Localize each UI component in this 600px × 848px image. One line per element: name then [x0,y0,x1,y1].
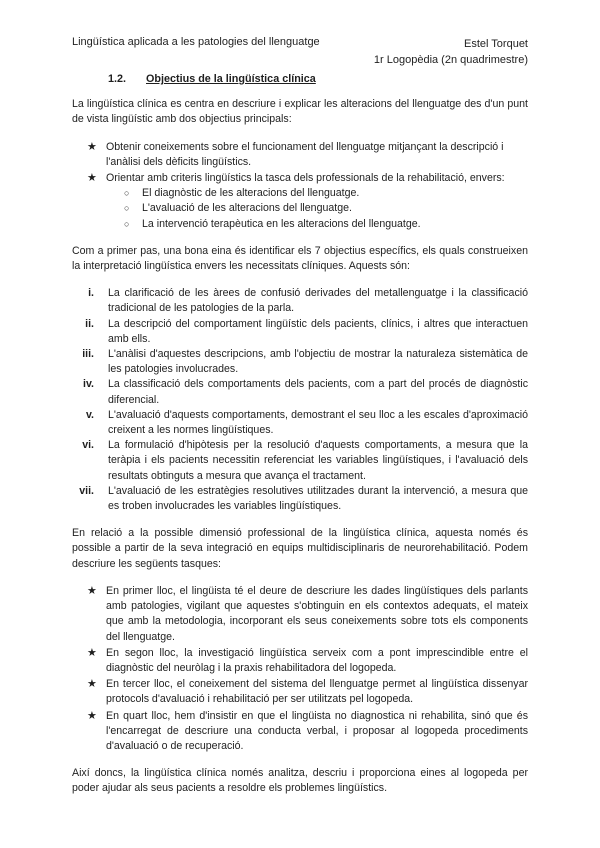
list-item [79,484,528,514]
star-bullet-icon: ★ [87,584,97,597]
header-author: Estel Torquet [463,38,528,50]
circle-bullet-icon: ○ [124,203,130,214]
star-bullet-icon: ★ [87,709,97,722]
sub-objective-text: La intervenció terapèutica en les alteracions del llenguatge. [142,217,421,230]
section-number: 1.2. [108,73,127,85]
professional-dimension-paragraph: En relació a la possible dimensió professional de la lingüística clínica, aquesta només és possible a partir de la seva integració en equips multidisciplinaris de neurorehabilitació. Podem descriure les següents tasques: [72,527,528,570]
roman-numeral: vii. [79,484,94,497]
main-objectives-list [72,140,528,232]
header-course: 1r Logopèdia (2n quadrimestre) [373,54,528,66]
list-item [82,347,528,377]
list-item [87,171,528,232]
main-objective-text: Orientar amb criteris lingüístics la tasca dels professionals de la rehabilitació, envers: [106,172,505,185]
document-body [72,72,528,809]
list-item [87,140,528,170]
star-bullet-icon: ★ [87,646,97,659]
list-item [87,677,528,707]
header-author-block [374,36,528,68]
task-text: En segon lloc, la investigació lingüística serveix com a pont imprescindible entre el diagnòstic del neuròlag i la praxis rehabilitadora del logopeda. [106,646,528,674]
specific-objective-text: L'avaluació d'aquests comportaments, demostrant el seu lloc a les escales d'aproximació creixent a les normes lingüístiques. [108,408,528,437]
sub-objective-text: L'avaluació de les alteracions del llenguatge. [142,202,352,215]
roman-numeral: i. [88,287,94,300]
list-item [124,201,528,216]
specific-objective-text: La descripció del comportament lingüístic dels pacients, clínics, i altres que interactuen amb ells. [108,317,528,345]
specific-objective-text: La clarificació de les àrees de confusió derivades del metallenguatge i la classificació tradicional de les patologies de la parla. [108,287,528,315]
roman-numeral: iv. [83,378,94,391]
list-item [87,584,528,645]
list-item [124,217,528,232]
intro-paragraph: La lingüística clínica es centra en descriure i explicar les alteracions del llenguatge des d'un punt de vista lingüístic amb dos objectius principals: [72,98,528,126]
star-bullet-icon: ★ [87,678,97,691]
list-item [82,438,528,484]
roman-numeral: iii. [82,348,94,361]
list-item [124,186,528,201]
conclusion-paragraph: Així doncs, la lingüística clínica només analitza, descriu i proporciona eines al logopeda per poder ajudar als seus pacients a resoldre els problemes lingüístics. [72,767,528,795]
star-bullet-icon: ★ [87,172,97,185]
star-bullet-icon: ★ [87,140,97,153]
specific-objective-text: La classificació dels comportaments dels pacients, com a part del procés de diagnòstic diferencial. [108,378,528,406]
roman-numeral: v. [85,408,94,421]
list-item [85,317,528,347]
sub-objective-text: El diagnòstic de les alteracions del llenguatge. [142,187,360,200]
specific-objective-text: La formulació d'hipòtesis per la resolució d'aquests comportaments, a mesura que la teràpia i els pacients necessitin referenciat les variables lingüístiques, i l'avaluació dels resultats obtinguts a mesura que avança el tractament. [108,439,528,482]
list-item [88,286,528,316]
roman-numeral: vi. [82,439,94,452]
specific-objectives-intro: Com a primer pas, una bona eina és identificar els 7 objectius específics, els quals construeixen la interpretació lingüística envers les necessitats clíniques. Aquests són: [72,244,528,273]
sub-objectives-list [106,186,528,232]
header-course-title: Lingüística aplicada a les patologies del llenguatge [72,36,320,48]
list-item [85,408,528,438]
specific-objectives-list [72,286,528,514]
tasks-list [72,584,528,754]
task-text: En tercer lloc, el coneixement del sistema del llenguatge permet al lingüística dissenyar protocols d'avaluació i rehabilitació per ser utilitzats pel logopeda. [106,678,528,706]
section-title: Objectius de la lingüística clínica [146,73,316,85]
list-item [83,377,528,407]
main-objective-text: Obtenir coneixements sobre el funcionament del llenguatge mitjançant la descripció i l'anàlisi dels dèficits lingüístics. [106,140,504,168]
list-item [87,709,528,755]
circle-bullet-icon: ○ [124,218,130,229]
task-text: En primer lloc, el lingüista té el deure de descriure les dades lingüístiques dels parlants amb patologies, vigilant que aquestes s'obtinguin en els contextos adequats, el mateix que amb la metodologia, incorporant els seus coneixements sobre tots els components del llenguatge. [106,584,528,643]
specific-objective-text: L'avaluació de les estratègies resolutives utilitzades durant la intervenció, a mesura que es troben involucrades les variables lingüístiques. [108,484,528,513]
section-heading [72,72,528,87]
specific-objective-text: L'anàlisi d'aquestes descripcions, amb l'objectiu de mostrar la naturaleza sistemàtica de les patologies involucrades. [108,348,528,376]
roman-numeral: ii. [85,317,94,330]
task-text: En quart lloc, hem d'insistir en que el lingüista no diagnostica ni rehabilita, sinó que és l'encarregat de descriure una conducta verbal, i proposar al logopeda procediments d'avaluació o de recuperació. [106,709,528,752]
list-item [87,646,528,676]
circle-bullet-icon: ○ [124,188,130,199]
